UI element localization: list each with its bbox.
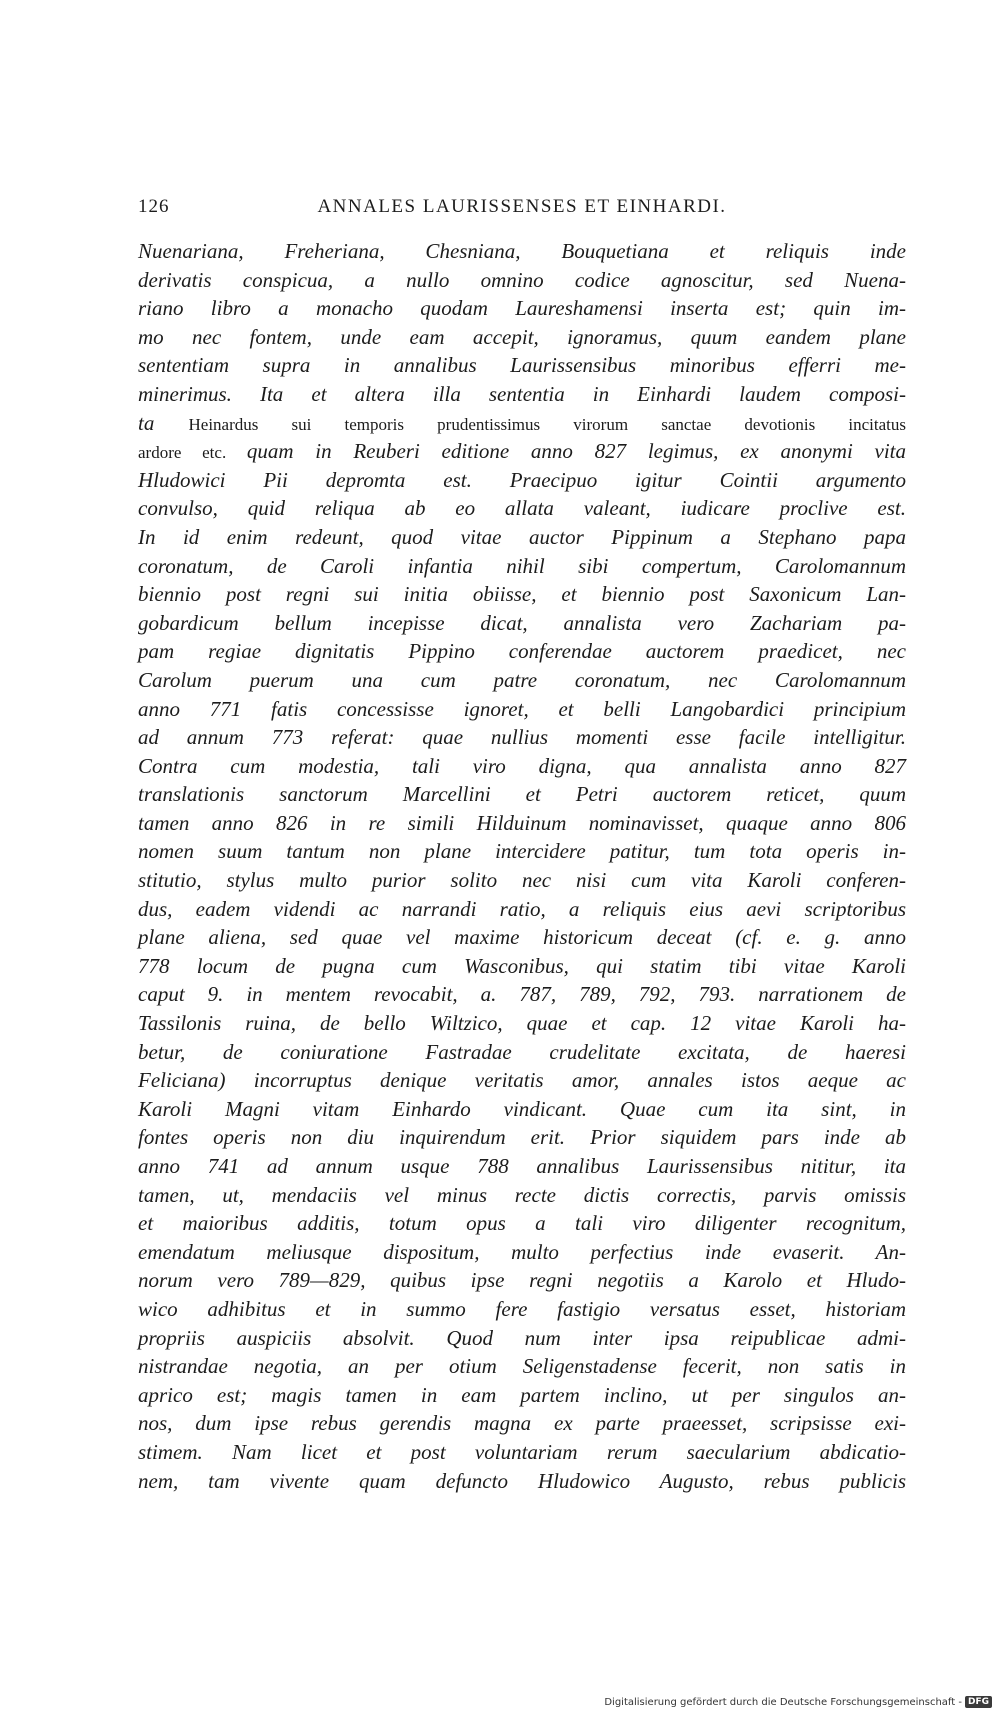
- text-segment: Karoli Magni vitam Einhardo vindicant. Quae cum ita sint, in: [138, 1096, 906, 1121]
- text-segment: convulso, quid reliqua ab eo allata valeant, iudicare proclive est.: [138, 496, 906, 521]
- text-segment: 778 locum de pugna cum Wasconibus, qui statim tibi vitae Karoli: [138, 953, 906, 978]
- text-line: [138, 523, 906, 552]
- digitization-footer: [604, 1696, 992, 1708]
- text-line: [138, 494, 906, 523]
- text-line: [138, 866, 906, 895]
- text-line: [138, 637, 906, 666]
- text-segment: translationis sanctorum Marcellini et Petri auctorem reticet, quum: [138, 782, 906, 807]
- text-line: [138, 1095, 906, 1124]
- text-segment: caput 9. in mentem revocabit, a. 787, 789, 792, 793. narrationem de: [138, 982, 906, 1007]
- text-segment: nos, dum ipse rebus gerendis magna ex parte praeesset, scripsisse exi-: [138, 1411, 906, 1436]
- text-line: [138, 323, 906, 352]
- dfg-logo-badge: DFG: [965, 1696, 992, 1708]
- text-segment: Feliciana) incorruptus denique veritatis amor, annales istos aeque ac: [138, 1068, 906, 1093]
- text-line: [138, 1238, 906, 1267]
- text-line: [138, 723, 906, 752]
- text-segment: ardore etc.: [138, 443, 247, 463]
- text-segment: gobardicum bellum incepisse dicat, annalista vero Zachariam pa-: [138, 610, 906, 635]
- text-segment: tamen, ut, mendaciis vel minus recte dictis correctis, parvis omissis: [138, 1182, 906, 1207]
- text-segment: stitutio, stylus multo purior solito nec nisi cum vita Karoli conferen-: [138, 868, 906, 893]
- text-line: [138, 1066, 906, 1095]
- text-segment: Carolum puerum una cum patre coronatum, nec Carolomannum: [138, 667, 906, 692]
- text-line: [138, 1123, 906, 1152]
- text-line: [138, 980, 906, 1009]
- text-segment: nem, tam vivente quam defuncto Hludowico Augusto, rebus publicis: [138, 1468, 906, 1493]
- text-segment: dus, eadem videndi ac narrandi ratio, a reliquis eius aevi scriptoribus: [138, 896, 906, 921]
- running-head: [138, 196, 906, 226]
- text-line: [138, 923, 906, 952]
- text-line: [138, 952, 906, 981]
- text-line: [138, 666, 906, 695]
- text-segment: Nuenariana, Freheriana, Chesniana, Bouquetiana et reliquis inde: [138, 239, 906, 263]
- text-segment: minerimus. Ita et altera illa sententia in Einhardi laudem composi-: [138, 381, 906, 406]
- text-line: [138, 409, 906, 438]
- text-line: [138, 1381, 906, 1410]
- text-segment: anno 771 fatis concessisse ignoret, et belli Langobardici principium: [138, 696, 906, 721]
- text-segment: wico adhibitus et in summo fere fastigio versatus esset, historiam: [138, 1296, 906, 1321]
- text-line: [138, 809, 906, 838]
- text-segment: quam in Reuberi editione anno 827 legimus, ex anonymi vita: [246, 439, 906, 464]
- page-number: 126: [138, 196, 170, 217]
- text-line: [138, 609, 906, 638]
- text-segment: plane aliena, sed quae vel maxime historicum deceat (cf. e. g. anno: [138, 925, 906, 950]
- text-segment: norum vero 789—829, quibus ipse regni negotiis a Karolo et Hludo-: [138, 1268, 906, 1293]
- text-line: [138, 294, 906, 323]
- text-line: [138, 580, 906, 609]
- footer-credit: Digitalisierung gefördert durch die Deutsche Forschungsgemeinschaft -: [604, 1696, 962, 1708]
- text-line: [138, 351, 906, 380]
- text-line: [138, 695, 906, 724]
- text-segment: Hludowici Pii depromta est. Praecipuo igitur Cointii argumento: [138, 467, 906, 492]
- text-segment: fontes operis non diu inquirendum erit. Prior siquidem pars inde ab: [138, 1125, 906, 1150]
- text-line: [138, 1295, 906, 1324]
- text-line: [138, 1438, 906, 1467]
- text-line: [138, 266, 906, 295]
- text-line: [138, 1152, 906, 1181]
- text-line: [138, 780, 906, 809]
- text-line: [138, 552, 906, 581]
- text-segment: nistrandae negotia, an per otium Seligenstadense fecerit, non satis in: [138, 1354, 906, 1379]
- text-segment: In id enim redeunt, quod vitae auctor Pippinum a Stephano papa: [138, 524, 906, 549]
- text-segment: propriis auspiciis absolvit. Quod num inter ipsa reipublicae admi-: [138, 1325, 906, 1350]
- text-line: [138, 437, 906, 466]
- text-segment: coronatum, de Caroli infantia nihil sibi compertum, Carolomannum: [138, 553, 906, 578]
- text-line: [138, 1209, 906, 1238]
- text-line: [138, 1181, 906, 1210]
- text-segment: Heinardus sui temporis prudentissimus virorum sanctae devotionis incitatus: [188, 414, 906, 434]
- text-segment: aprico est; magis tamen in eam partem inclino, ut per singulos an-: [138, 1382, 906, 1407]
- text-line: [138, 1324, 906, 1353]
- text-segment: Tassilonis ruina, de bello Wiltzico, quae et cap. 12 vitae Karoli ha-: [138, 1011, 906, 1036]
- text-segment: derivatis conspicua, a nullo omnino codice agnoscitur, sed Nuena-: [138, 267, 906, 292]
- text-line: [138, 466, 906, 495]
- text-segment: anno 741 ad annum usque 788 annalibus Laurissensibus nititur, ita: [138, 1154, 906, 1178]
- text-segment: pam regiae dignitatis Pippino conferendae auctorem praedicet, nec: [138, 639, 906, 664]
- text-line: [138, 1409, 906, 1438]
- running-title: ANNALES LAURISSENSES ET EINHARDI.: [317, 196, 727, 217]
- text-segment: Contra cum modestia, tali viro digna, qua annalista anno 827: [138, 753, 906, 778]
- text-segment: tamen anno 826 in re simili Hilduinum nominavisset, quaque anno 806: [138, 810, 906, 835]
- text-line: [138, 895, 906, 924]
- text-line: [138, 752, 906, 781]
- text-line: [138, 237, 906, 266]
- text-line: [138, 1266, 906, 1295]
- text-segment: sententiam supra in annalibus Laurissensibus minoribus efferri me-: [138, 353, 906, 378]
- text-segment: emendatum meliusque dispositum, multo perfectius inde evaserit. An-: [138, 1239, 906, 1264]
- text-line: [138, 1009, 906, 1038]
- text-line: [138, 380, 906, 409]
- text-line: [138, 837, 906, 866]
- text-segment: ad annum 773 referat: quae nullius momenti esse facile intelligitur.: [138, 725, 906, 750]
- text-line: [138, 1467, 906, 1496]
- text-line: [138, 1038, 906, 1067]
- text-segment: stimem. Nam licet et post voluntariam rerum saecularium abdicatio-: [138, 1439, 906, 1464]
- text-segment: biennio post regni sui initia obiisse, et biennio post Saxonicum Lan-: [138, 582, 906, 607]
- text-line: [138, 1352, 906, 1381]
- text-segment: nomen suum tantum non plane intercidere patitur, tum tota operis in-: [138, 839, 906, 864]
- text-segment: riano libro a monacho quodam Laureshamensi inserta est; quin im-: [138, 296, 906, 321]
- text-segment: et maioribus additis, totum opus a tali viro diligenter recognitum,: [138, 1211, 906, 1236]
- body-text: [138, 237, 906, 1495]
- text-segment: ta: [138, 410, 189, 435]
- text-segment: mo nec fontem, unde eam accepit, ignoramus, quum eandem plane: [138, 324, 906, 349]
- text-segment: betur, de coniuratione Fastradae crudelitate excitata, de haeresi: [138, 1039, 906, 1064]
